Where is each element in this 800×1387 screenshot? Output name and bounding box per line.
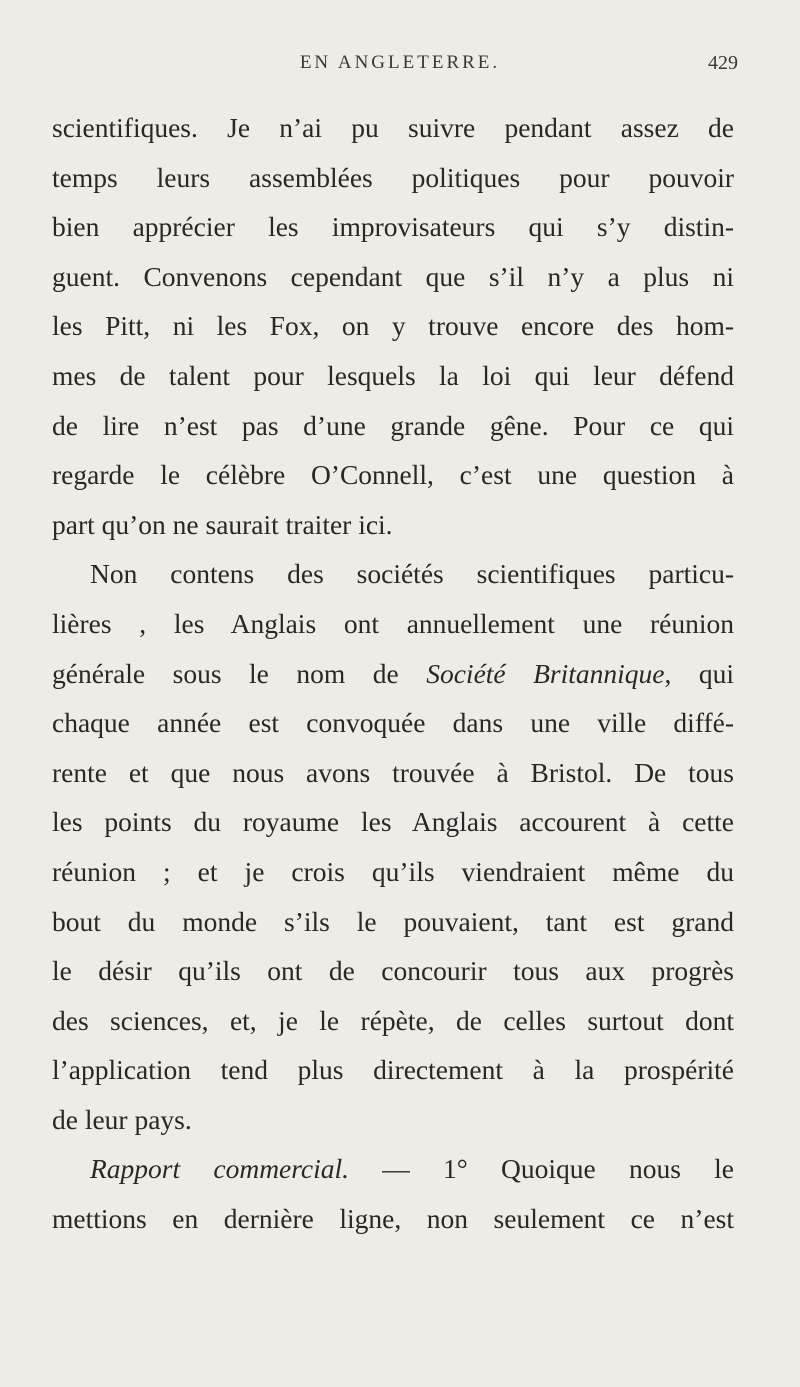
italic-heading: Rapport commercial. — [90, 1153, 350, 1185]
text-line: Non contens des sociétés scientifiques particu- — [90, 558, 734, 590]
text-line: scientifiques. Je n’ai pu suivre pendant assez de — [52, 112, 734, 143]
text-line: les points du royaume les Anglais accourent à cette — [52, 806, 734, 838]
text-segment: — 1° Quoique nous le — [349, 1153, 734, 1185]
text-line: le désir qu’ils ont de concourir tous aux progrès — [52, 955, 734, 987]
text-line: bien apprécier les improvisateurs qui s’y distin- — [52, 211, 734, 243]
running-head — [0, 52, 800, 82]
text-segment: , qui — [664, 657, 735, 689]
text-line: mes de talent pour lesquels la loi qui leur défend — [52, 359, 734, 391]
text-line: mettions en dernière ligne, non seulement ce n’est — [52, 1203, 734, 1235]
text-line: de leur pays. — [52, 1103, 192, 1135]
body-text — [52, 103, 734, 1244]
text-line-mixed — [52, 649, 734, 699]
text-line: regarde le célèbre O’Connell, c’est une question à — [52, 459, 734, 491]
text-line: bout du monde s’ils le pouvaient, tant est grand — [52, 905, 734, 937]
text-line-mixed — [52, 1144, 734, 1194]
text-line: des sciences, et, je le répète, de celles surtout dont — [52, 1004, 734, 1036]
text-line: l’application tend plus directement à la prospérité — [52, 1054, 734, 1086]
text-line: chaque année est convoquée dans une ville diffé- — [52, 707, 734, 739]
page-number: 429 — [708, 52, 738, 74]
running-title: EN ANGLETERRE. — [299, 52, 501, 73]
text-line: de lire n’est pas d’une grande gêne. Pour ce qui — [52, 409, 734, 441]
text-line: part qu’on ne saurait traiter ici. — [52, 508, 393, 540]
text-line: temps leurs assemblées politiques pour pouvoir — [52, 161, 734, 193]
text-line: les Pitt, ni les Fox, on y trouve encore des hom- — [52, 310, 734, 342]
text-line: lières , les Anglais ont annuellement une réunion — [52, 607, 734, 639]
italic-title: Société Britannique — [426, 657, 665, 689]
text-line: réunion ; et je crois qu’ils viendraient même du — [52, 855, 734, 887]
text-segment: générale sous le nom de — [52, 657, 427, 689]
text-line: rente et que nous avons trouvée à Bristol. De tous — [52, 756, 734, 788]
text-line: guent. Convenons cependant que s’il n’y a plus ni — [52, 260, 734, 292]
